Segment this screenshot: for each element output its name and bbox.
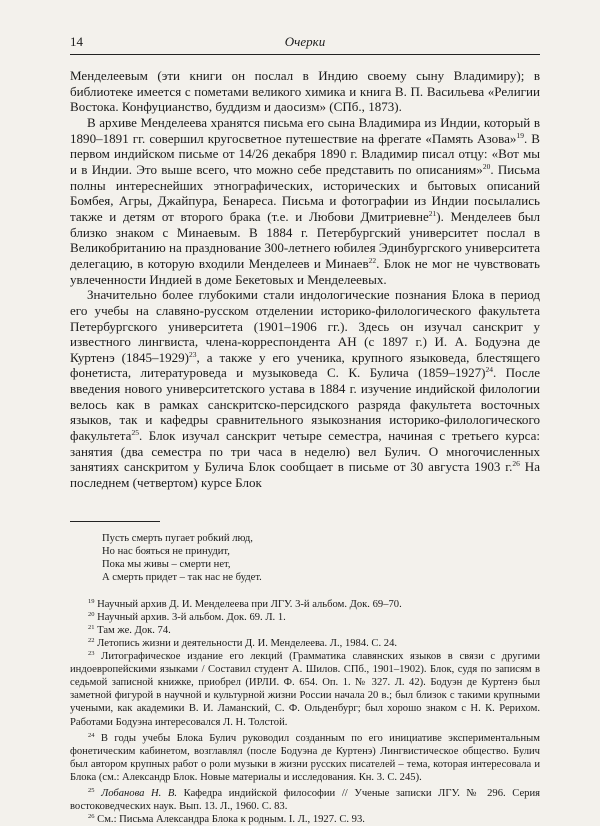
footnote-ref: 24	[485, 365, 493, 375]
page-header	[70, 34, 540, 55]
footnote-22	[70, 637, 540, 650]
poem-line: А смерть придет – так нас не будет.	[102, 572, 262, 583]
text-run: Значительно более глубокими стали индологические познания Блока в период его учебы на славяно-русском отделении историко-филологического факультета Петербургского университета (1901–1906 гг.). Здесь он изучал санскрит у известного лингвиста, члена-корреспондента АН (с 1897 г.) И. А. Бодуэна де Куртенэ (1845–1929)	[70, 287, 540, 365]
footnote-text: В годы учебы Блока Булич руководил созданным по его инициативе экспериментальным фонетическим кабинетом, возглавлял (после Бодуэна де Куртенэ) Лингвистическое общество. Булич был автором крупных работ о роли музыки в жизни русских писателей – тема, которая интересовала и Блока (см.: Александр Блок. Новые материалы и исследования. Кн. 3. С. 245).	[70, 732, 540, 783]
footnote-ref: 20	[482, 161, 491, 171]
paragraph	[70, 68, 540, 115]
text-run: В архиве Менделеева хранятся письма его сына Владимира из Индии, который в 1890–1891 гг. совершил кругосветное путешествие на фрегате «Память Азова»	[70, 114, 540, 146]
footnote-ref: 21	[428, 208, 437, 218]
text-run: . После введения нового университетского устава в 1884 г. изучение индийской филологии велось как в рамках санскритско-персидского разряда факультета восточных языков, так и кафедры сравнительного языкознания историко-филологического факультета	[70, 365, 540, 444]
footnote-number: 19	[88, 598, 95, 606]
text-run: ). Менделеев был близко знаком с Минаевым. В 1884 г. Петербургский университет послал в Великобританию на празднование 300-летнего юбилея Эдинбургского университета делегацию, в которую входили Менделеев и Минаев	[70, 208, 540, 271]
footnote-number: 24	[88, 731, 95, 739]
footnote-text: Научный архив Д. И. Менделеева при ЛГУ. 3-й альбом. Док. 69–70.	[94, 599, 402, 611]
text-run: Менделеевым (эти книги он послал в Индию своему сыну Владимиру); в библиотеке имеется с пометами великого химика и книга В. П. Васильева «Религии Востока. Конфуцианство, буддизм и даосизм» (СПб., 1873).	[70, 68, 540, 115]
footnote-24	[70, 732, 540, 784]
footnote-25	[70, 787, 540, 813]
page-number: 14	[70, 34, 83, 49]
footnote-text: Литографическое издание его лекций (Грамматика славянских языков в связи с другими индоевропейскими языками / Составил студент А. Шилов. СПб., 1901–1902). Блок, судя по записям в седьмой записной книжке, приобрел (ИРЛИ. Ф. 654. Оп. 1. № 327. Л. 42). Бодуэн де Куртенэ был заметной фигурой в научной и культурной жизни России начала 20 в.; был близок с такими крупными учеными, как академики В. И. Ламанский, С. Ф. Ольденбург; был хорошо знаком с Н. К. Рерихом. Работами Бодуэна интересовался Л. Н. Толстой.	[70, 651, 540, 728]
paragraph	[70, 287, 540, 491]
footnote-ref: 25	[131, 428, 139, 438]
footnote-23	[70, 650, 540, 728]
poem-line: Пока мы живы – смерти нет,	[102, 558, 231, 570]
text-run: На последнем (четвертом) курсе Блок	[70, 459, 540, 491]
footnote-ref: 26	[512, 459, 520, 469]
footnote-number: 20	[88, 611, 95, 619]
poem-line: Пусть смерть пугает робкий люд,	[102, 532, 253, 544]
footnote-ref: 22	[368, 255, 377, 265]
footnote-19	[70, 598, 540, 611]
footnote-number: 25	[88, 786, 95, 794]
footnote-ref: 19	[516, 130, 524, 140]
footnote-20	[70, 611, 540, 624]
footnote-separator	[70, 521, 160, 522]
footnote-text: Научный архив. 3-й альбом. Док. 69. Л. 1.	[94, 612, 286, 624]
paragraph	[70, 115, 540, 287]
footnote-author: Лобанова Н. В.	[94, 787, 178, 799]
footnote-number: 26	[88, 812, 95, 820]
text-run: . Блок не мог не чувствовать увлеченности Индией в доме Бекетовых и Менделеевых.	[70, 255, 540, 287]
poem-quote	[102, 532, 540, 584]
footnote-text: Летопись жизни и деятельности Д. И. Менделеева. Л., 1984. С. 24.	[94, 638, 398, 650]
footnote-text: Кафедра индийской философии // Ученые записки ЛГУ. № 296. Серия востоковедческих наук. Вып. 13. Л., 1960. С. 83.	[70, 787, 540, 812]
main-text	[70, 68, 540, 491]
running-head: Очерки	[284, 34, 326, 49]
footnote-number: 21	[88, 624, 95, 632]
footnote-text: См.: Письма Александра Блока к родным. I. Л., 1927. С. 93.	[94, 813, 365, 825]
footnote-number: 22	[88, 637, 95, 645]
text-run: . В первом индийском письме от 14/26 декабря 1890 г. Владимир писал отцу: «Вот мы и в Индии. Это выше всего, что можно себе представить по описаниям»	[70, 130, 540, 177]
text-run: . Письма полны интереснейших этнографических, исторических и бытовых описаний Бомбея, Агры, Джайпура, Бенареса. Письма и фотографии из Индии посылались также и детям от второго брака (т.е. и Любови Дмитриевне	[70, 161, 540, 224]
book-page	[70, 34, 540, 826]
footnote-26	[70, 813, 540, 826]
footnote-21	[70, 624, 540, 637]
footnotes	[70, 598, 540, 826]
footnote-text: Там же. Док. 74.	[94, 625, 171, 637]
text-run: , а также у его ученика, крупного языковеда, блестящего фонетиста, литературоведа и музыковеда С. К. Булича (1859–1927)	[70, 349, 540, 381]
footnote-number: 23	[88, 650, 95, 658]
footnote-ref: 23	[189, 349, 197, 359]
poem-line: Но нас бояться не принудит,	[102, 545, 230, 557]
text-run: . Блок изучал санскрит четыре семестра, начиная с третьего курса: занятия (два семестра по три часа в неделю) вел Булич. О многочисленных занятиях санскритом у Булича Блок сообщает в письме от 30 августа 1903 г.	[70, 428, 540, 475]
